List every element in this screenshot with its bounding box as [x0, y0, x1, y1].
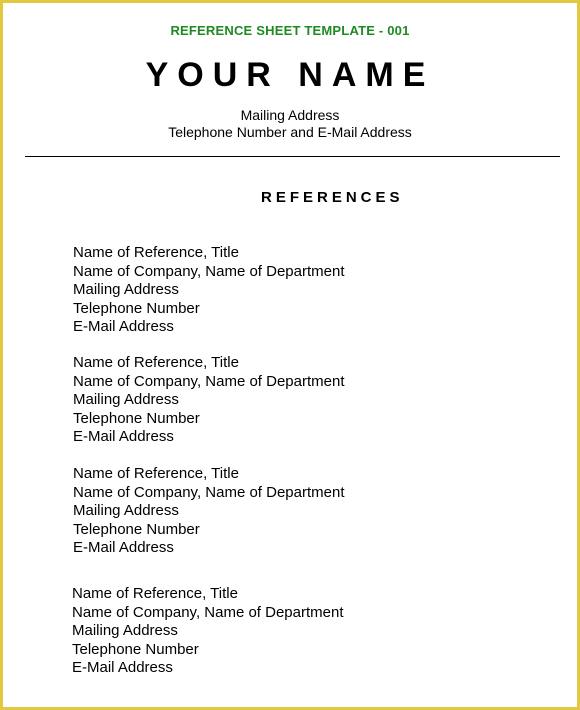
reference-mailing-address: Mailing Address [73, 281, 179, 298]
reference-company: Name of Company, Name of Department [73, 372, 345, 390]
reference-entry [73, 354, 345, 447]
reference-telephone: Telephone Number [73, 409, 200, 427]
reference-company: Name of Company, Name of Department [73, 483, 345, 501]
template-label: REFERENCE SHEET TEMPLATE - 001 [170, 23, 410, 38]
header-divider [25, 156, 560, 157]
reference-email: E-Mail Address [73, 539, 174, 556]
references-heading: REFERENCES [261, 189, 404, 206]
reference-entry [73, 244, 345, 337]
reference-email: E-Mail Address [72, 659, 173, 676]
reference-company: Name of Company, Name of Department [72, 603, 344, 621]
reference-entry [72, 585, 344, 678]
reference-telephone: Telephone Number [73, 520, 200, 538]
reference-mailing-address: Mailing Address [72, 622, 178, 639]
reference-entry [73, 465, 345, 558]
reference-telephone: Telephone Number [72, 640, 199, 658]
reference-mailing-address: Mailing Address [73, 502, 179, 519]
phone-email-line: Telephone Number and E-Mail Address [168, 124, 412, 140]
reference-company: Name of Company, Name of Department [73, 262, 345, 280]
reference-name-title: Name of Reference, Title [72, 585, 238, 602]
reference-email: E-Mail Address [73, 318, 174, 335]
your-name-heading: YOUR NAME [145, 56, 435, 94]
reference-name-title: Name of Reference, Title [73, 465, 239, 482]
reference-name-title: Name of Reference, Title [73, 244, 239, 261]
reference-name-title: Name of Reference, Title [73, 354, 239, 371]
reference-telephone: Telephone Number [73, 299, 200, 317]
reference-email: E-Mail Address [73, 428, 174, 445]
mailing-address: Mailing Address [240, 107, 340, 123]
reference-mailing-address: Mailing Address [73, 391, 179, 408]
